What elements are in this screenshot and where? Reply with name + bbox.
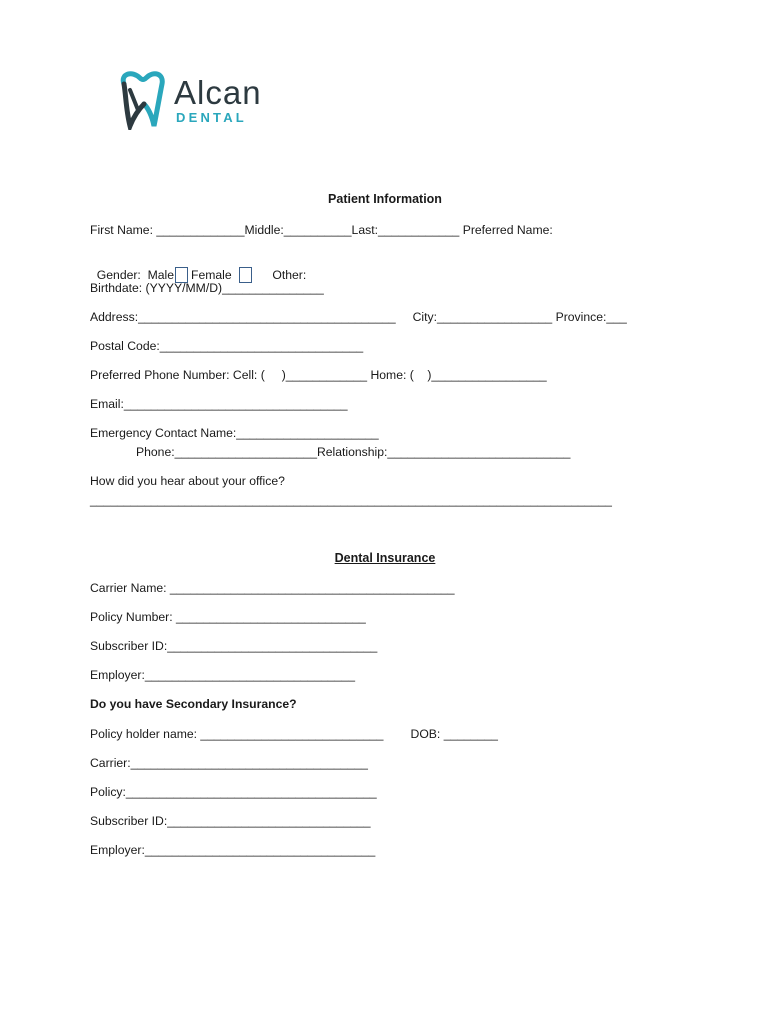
tooth-icon bbox=[118, 70, 166, 130]
secondary-subscriber-id-line[interactable]: Subscriber ID:______________________________ bbox=[90, 814, 371, 828]
carrier-name-line[interactable]: Carrier Name: __________________________________________ bbox=[90, 581, 455, 595]
name-fields-line[interactable]: First Name: _____________Middle:__________Last:____________ Preferred Name: bbox=[90, 223, 553, 237]
birthdate-line[interactable]: Birthdate: (YYYY/MM/D)_______________ bbox=[90, 281, 324, 295]
policy-number-line[interactable]: Policy Number: ____________________________ bbox=[90, 610, 366, 624]
policy-holder-line[interactable]: Policy holder name: ___________________________ DOB: ________ bbox=[90, 727, 498, 741]
patient-information-heading: Patient Information bbox=[328, 192, 442, 206]
gender-line bbox=[90, 251, 306, 283]
dental-insurance-heading: Dental Insurance bbox=[334, 551, 436, 565]
gender-other-label[interactable]: Other: bbox=[272, 268, 307, 282]
logo-subtitle: DENTAL bbox=[176, 110, 247, 125]
referral-answer-line[interactable]: _____________________________________________________________________________ bbox=[90, 493, 612, 507]
alcan-dental-logo bbox=[118, 70, 268, 132]
emergency-phone-line[interactable]: Phone:_____________________Relationship:___________________________ bbox=[136, 445, 571, 459]
referral-question: How did you hear about your office? bbox=[90, 474, 285, 488]
logo-wordmark: Alcan bbox=[174, 74, 262, 111]
secondary-policy-line[interactable]: Policy:_____________________________________ bbox=[90, 785, 377, 799]
email-line[interactable]: Email:_________________________________ bbox=[90, 397, 348, 411]
gender-female-label: Female bbox=[191, 268, 232, 282]
gender-male-label: Gender: Male bbox=[96, 268, 175, 282]
address-line[interactable]: Address:______________________________________ City:_________________ Province:___ bbox=[90, 310, 627, 324]
employer-line[interactable]: Employer:_______________________________ bbox=[90, 668, 355, 682]
postal-code-line[interactable]: Postal Code:______________________________ bbox=[90, 339, 364, 353]
phone-line[interactable]: Preferred Phone Number: Cell: ( )____________ Home: ( )_________________ bbox=[90, 368, 547, 382]
secondary-insurance-question: Do you have Secondary Insurance? bbox=[90, 697, 297, 711]
secondary-employer-line[interactable]: Employer:__________________________________ bbox=[90, 843, 376, 857]
secondary-carrier-line[interactable]: Carrier:___________________________________ bbox=[90, 756, 368, 770]
subscriber-id-line[interactable]: Subscriber ID:_______________________________ bbox=[90, 639, 378, 653]
emergency-contact-line[interactable]: Emergency Contact Name:_____________________ bbox=[90, 426, 379, 440]
